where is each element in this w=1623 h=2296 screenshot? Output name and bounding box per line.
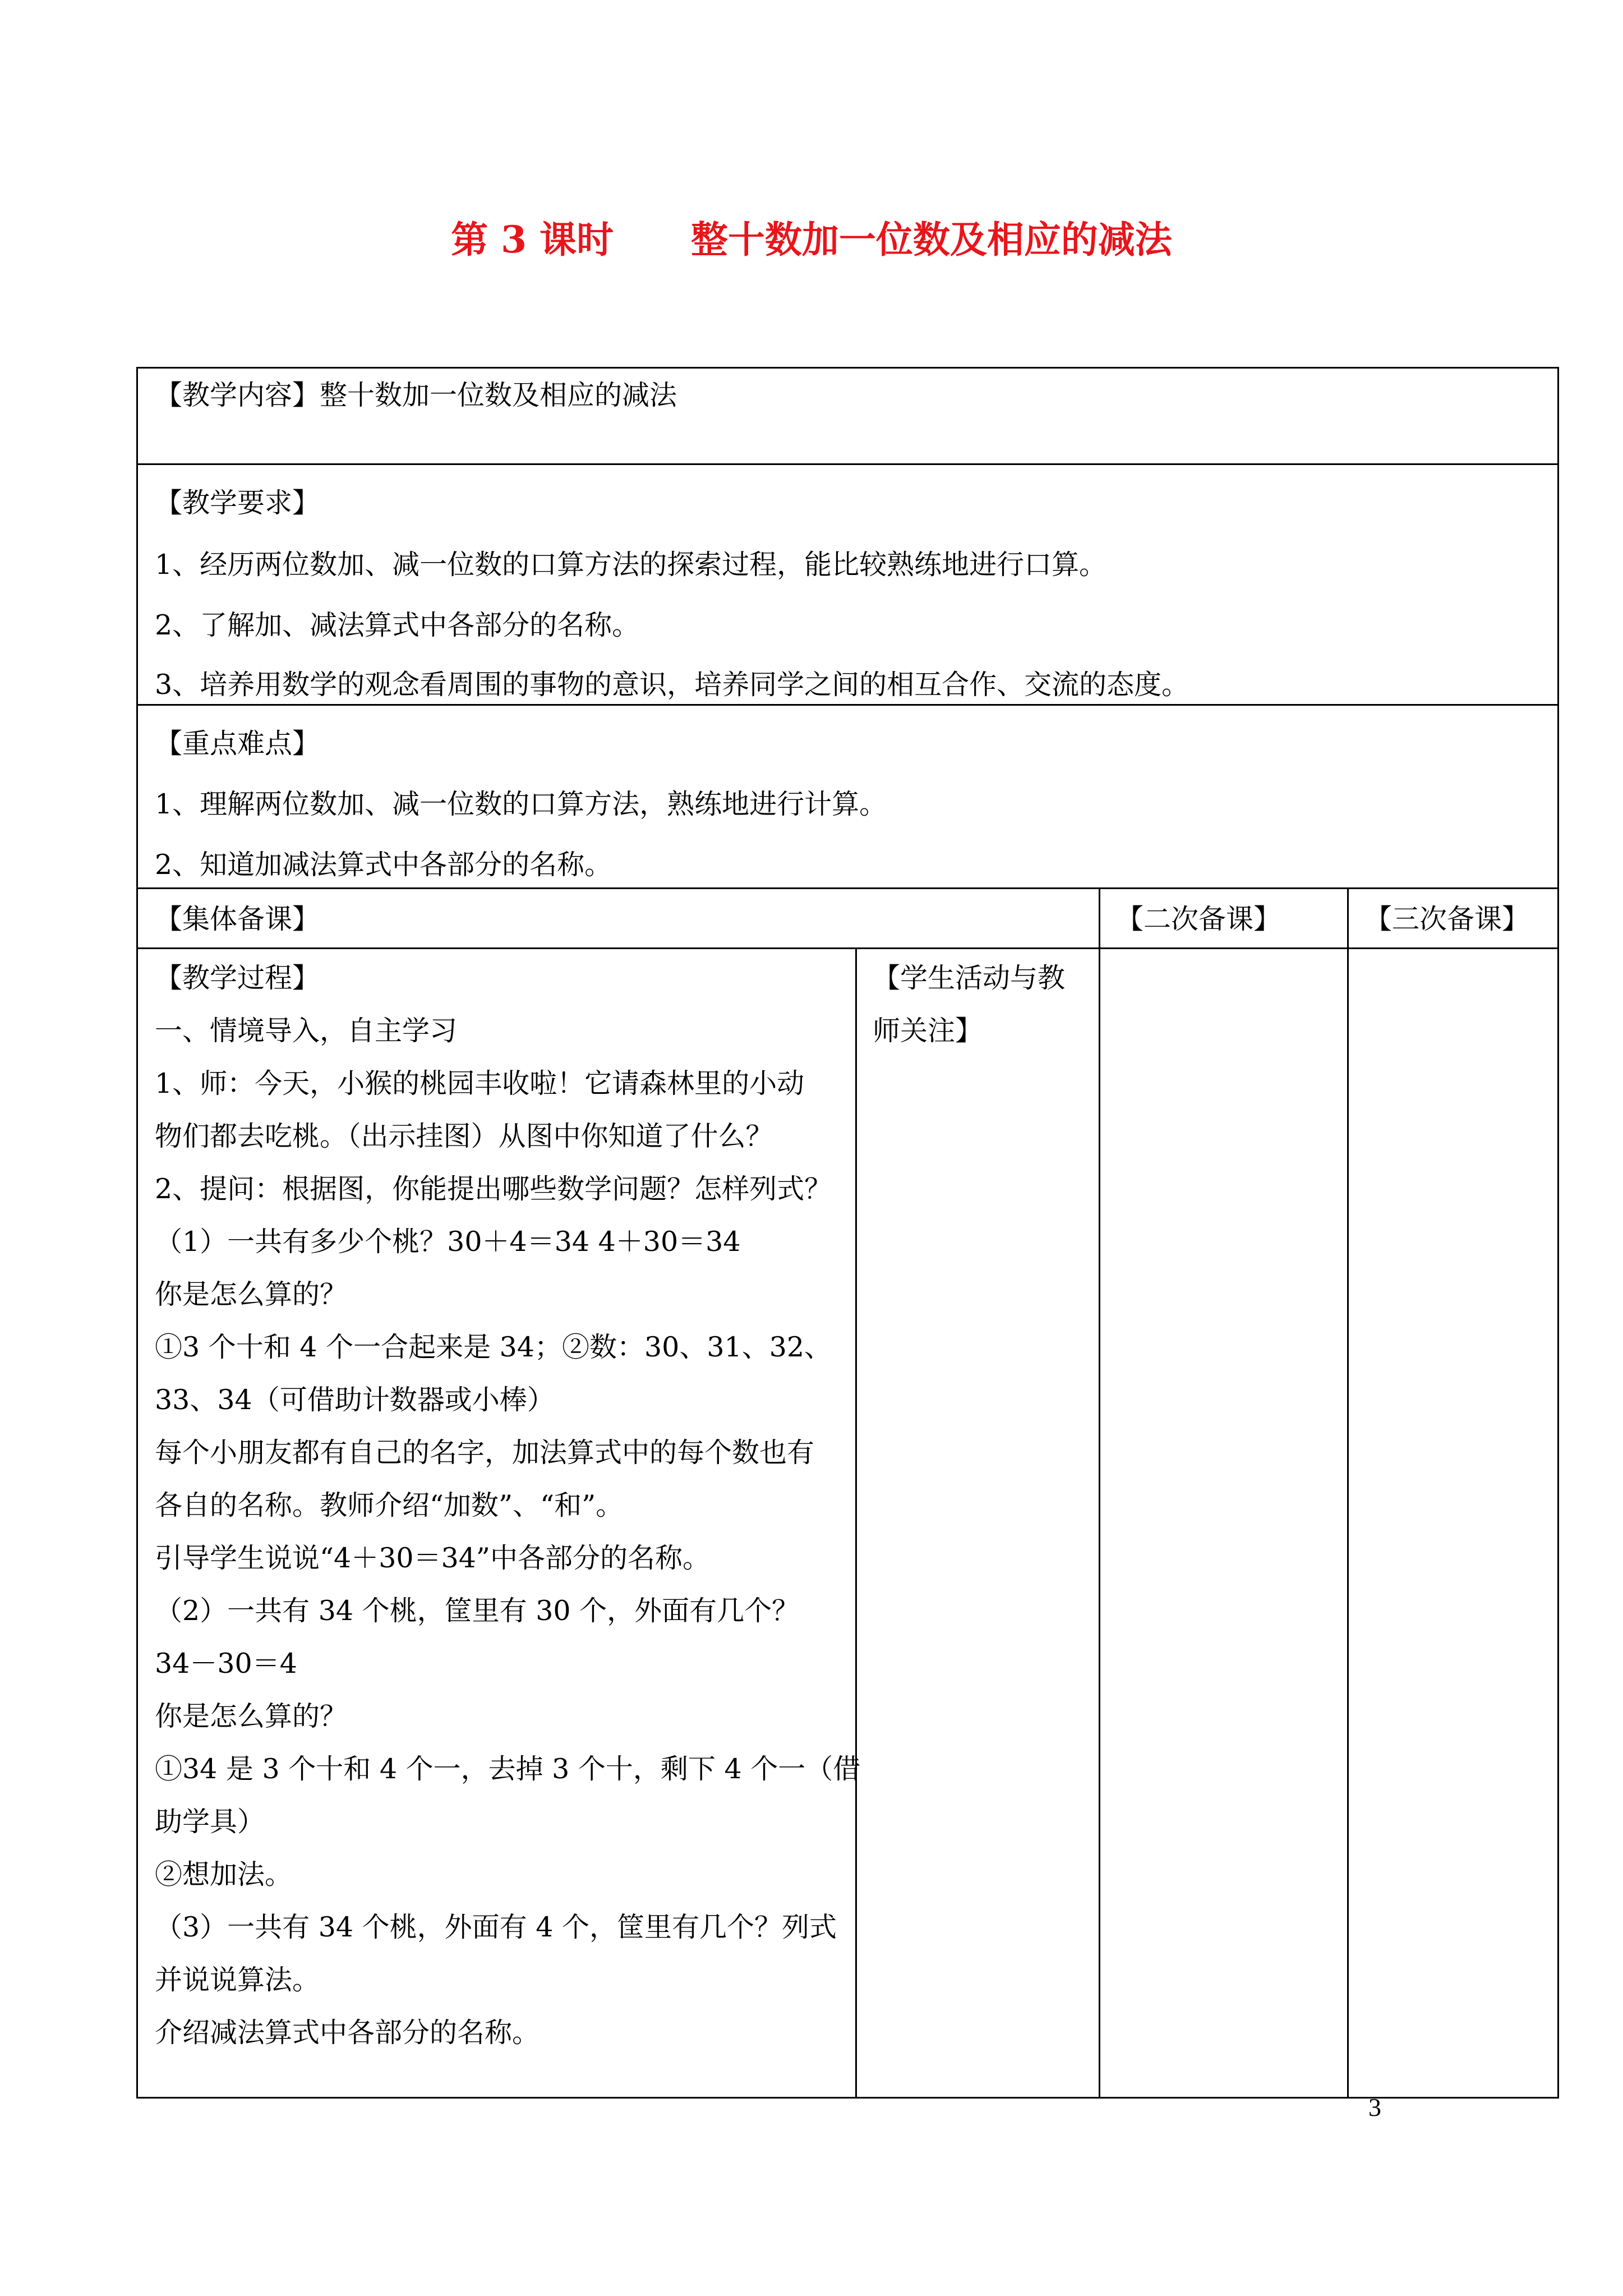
page-number: 3	[1368, 2093, 1381, 2122]
third-prep-label: 【三次备课】	[1364, 903, 1530, 935]
teaching-process-cell	[136, 947, 861, 2099]
process-line: 33、34（可借助计数器或小棒）	[155, 1384, 555, 1416]
key-points-label: 【重点难点】	[155, 728, 320, 760]
requirement-item-2: 2、了解加、减法算式中各部分的名称。	[155, 609, 640, 641]
process-line: 1、师：今天，小猴的桃园丰收啦！它请森林里的小动	[155, 1068, 805, 1099]
key-point-item-1: 1、理解两位数加、减一位数的口算方法，熟练地进行计算。	[155, 788, 887, 820]
lesson-title: 第 3 课时 整十数加一位数及相应的减法	[451, 218, 1172, 261]
process-line: ②想加法。	[155, 1858, 293, 1890]
process-line: 并说说算法。	[155, 1964, 320, 1996]
process-line: 每个小朋友都有自己的名字，加法算式中的每个数也有	[155, 1437, 815, 1469]
process-line: 你是怎么算的？	[155, 1278, 348, 1310]
process-line: ①3 个十和 4 个一合起来是 34；②数：30、31、32、	[155, 1331, 832, 1363]
third-prep-header	[1347, 887, 1559, 949]
process-line: （2）一共有 34 个桃，筐里有 30 个，外面有几个？	[155, 1595, 800, 1627]
key-points-section	[136, 704, 1559, 889]
process-line: 【教学过程】	[155, 962, 320, 994]
third-prep-cell	[1347, 947, 1559, 2099]
activity-label-line-1: 【学生活动与教	[873, 962, 1066, 994]
process-line: 各自的名称。教师介绍“加数”、“和”。	[155, 1489, 624, 1521]
teaching-requirements-section	[136, 463, 1559, 706]
requirements-label: 【教学要求】	[155, 487, 320, 519]
second-prep-header	[1099, 887, 1349, 949]
key-point-item-2: 2、知道加减法算式中各部分的名称。	[155, 849, 612, 881]
collective-prep-header	[136, 887, 1100, 949]
process-line: 助学具）	[155, 1806, 265, 1838]
second-prep-cell	[1099, 947, 1349, 2099]
process-line: 你是怎么算的？	[155, 1700, 348, 1732]
requirement-item-3: 3、培养用数学的观念看周围的事物的意识，培养同学之间的相互合作、交流的态度。	[155, 669, 1189, 701]
collective-prep-label: 【集体备课】	[155, 903, 320, 935]
process-line: 一、情境导入，自主学习	[155, 1015, 458, 1047]
process-line: 物们都去吃桃。（出示挂图）从图中你知道了什么？	[155, 1120, 773, 1152]
process-line: （1）一共有多少个桃？30＋4＝34 4＋30＝34	[155, 1226, 741, 1258]
second-prep-label: 【二次备课】	[1116, 903, 1281, 935]
process-line: 2、提问：根据图，你能提出哪些数学问题？怎样列式？	[155, 1173, 832, 1205]
activity-label-line-2: 师关注】	[873, 1015, 983, 1047]
process-line: ①34 是 3 个十和 4 个一，去掉 3 个十，剩下 4 个一（借	[155, 1753, 861, 1785]
process-line: 34－30＝4	[155, 1648, 297, 1680]
requirement-item-1: 1、经历两位数加、减一位数的口算方法的探索过程，能比较熟练地进行口算。	[155, 549, 1107, 581]
teaching-content-label: 【教学内容】整十数加一位数及相应的减法	[155, 379, 677, 411]
process-line: 介绍减法算式中各部分的名称。	[155, 2017, 540, 2049]
process-line: 引导学生说说“4＋30＝34”中各部分的名称。	[155, 1542, 710, 1574]
process-line: （3）一共有 34 个桃，外面有 4 个，筐里有几个？列式	[155, 1911, 837, 1943]
student-activity-cell	[855, 947, 1100, 2099]
teaching-content-section	[136, 367, 1559, 465]
